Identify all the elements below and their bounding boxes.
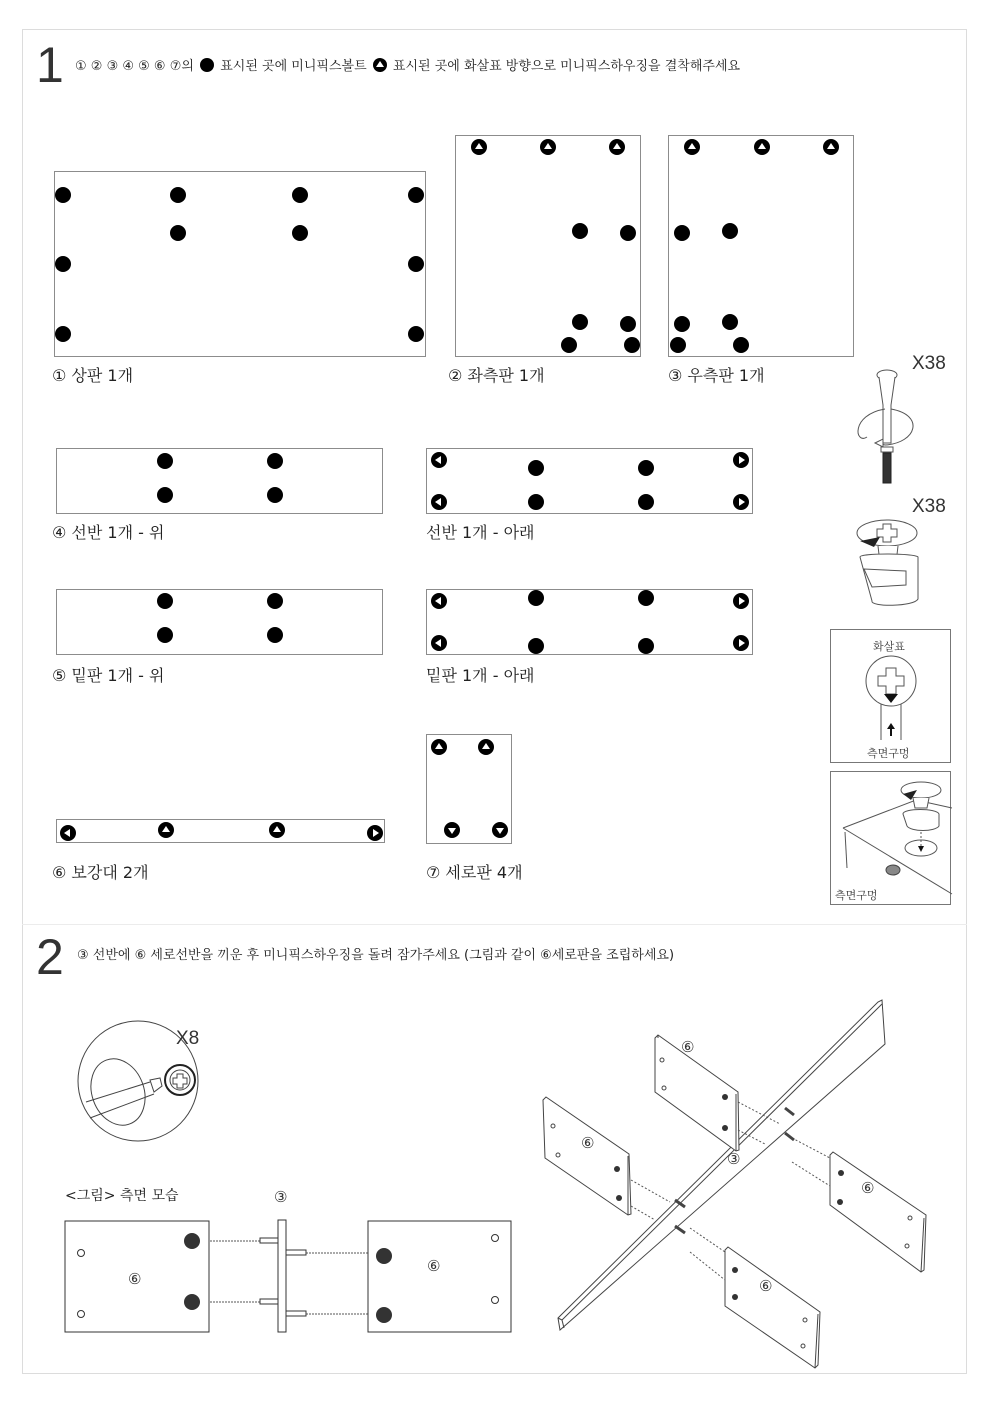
housing-arrow-left-icon (60, 825, 76, 841)
bolt-hole (267, 627, 283, 643)
label-vertical: ⑦ 세로판 4개 (426, 863, 523, 882)
isometric-assembly-diagram (540, 990, 940, 1350)
bolt-hole (292, 225, 308, 241)
bolt-quantity: X38 (912, 353, 946, 374)
board-right-side (668, 135, 854, 357)
step-2-instruction: ③ 선반에 ⑥ 세로선반을 끼운 후 미니픽스하우징을 돌려 잠가주세요 (그림과 같이 ⑥세로판을 조립하세요) (77, 948, 675, 963)
board-top (54, 171, 426, 357)
bolt-hole (572, 223, 588, 239)
housing-quantity: X38 (912, 496, 946, 517)
label-shelf-top: ④ 선반 1개 - 위 (52, 523, 165, 542)
marker-vertical-back: ⑥ (681, 1038, 695, 1056)
bolt-hole (408, 256, 424, 272)
housing-arrow-up-icon (269, 822, 285, 838)
board-base-bottom (426, 589, 753, 655)
label-right-side: ③ 우측판 1개 (668, 366, 765, 385)
housing-arrow-up-icon (754, 139, 770, 155)
bolt-hole (638, 494, 654, 510)
housing-arrow-up-icon (823, 139, 839, 155)
filled-circle-icon (200, 58, 214, 77)
arrow-circle-icon (373, 58, 387, 77)
housing-arrow-right-icon (733, 452, 749, 468)
step-1-instruction (75, 58, 740, 77)
marker-vertical-left-iso: ⑥ (581, 1134, 595, 1152)
housing-arrow-down-icon (492, 822, 508, 838)
housing-arrow-right-icon (733, 494, 749, 510)
bolt-hole (55, 326, 71, 342)
board-base-top (56, 589, 383, 655)
bolt-hole (638, 638, 654, 654)
side-hole-label-2: 측면구멍 (835, 889, 878, 902)
bolt-hole (170, 187, 186, 203)
marker-vertical-right: ⑥ (427, 1257, 441, 1275)
side-view-label: <그림> 측면 모습 (65, 1188, 179, 1204)
label-base-top: ⑤ 밑판 1개 - 위 (52, 666, 165, 685)
housing-orientation-icon (831, 630, 952, 764)
bolt-hole (157, 593, 173, 609)
bolt-hole (528, 590, 544, 606)
bolt-hole (157, 453, 173, 469)
bolt-hole (670, 337, 686, 353)
bolt-hole (620, 225, 636, 241)
instruction-prefix: ① ② ③ ④ ⑤ ⑥ ⑦의 (75, 59, 194, 74)
minifix-bolt-icon (855, 365, 925, 490)
bolt-hole (528, 638, 544, 654)
housing-arrow-up-icon (471, 139, 487, 155)
housing-insert-icon (831, 772, 952, 906)
housing-arrow-left-icon (431, 452, 447, 468)
housing-arrow-up-icon (431, 739, 447, 755)
bolt-hole (55, 256, 71, 272)
marker-vertical-left: ⑥ (128, 1270, 142, 1288)
bolt-hole (55, 187, 71, 203)
housing-arrow-up-icon (158, 822, 174, 838)
label-left-side: ② 좌측판 1개 (448, 366, 545, 385)
board-vertical (426, 734, 512, 844)
board-shelf-top (56, 448, 383, 514)
housing-arrow-down-icon (444, 822, 460, 838)
bolt-hole (620, 316, 636, 332)
step-1-number: 1 (36, 37, 64, 93)
bolt-hole (157, 487, 173, 503)
arrow-guide-box (830, 629, 951, 763)
minifix-housing-icon (850, 515, 930, 610)
bolt-hole (267, 487, 283, 503)
housing-arrow-right-icon (367, 825, 383, 841)
marker-shelf-iso: ③ (727, 1150, 741, 1168)
label-brace: ⑥ 보강대 2개 (52, 863, 149, 882)
side-hole-label: 측면구멍 (867, 747, 910, 760)
housing-arrow-right-icon (733, 635, 749, 651)
bolt-hole (638, 590, 654, 606)
marker-vertical-front-iso: ⑥ (759, 1277, 773, 1295)
bolt-hole (267, 453, 283, 469)
side-hole-guide-box (830, 771, 951, 905)
bolt-hole (292, 187, 308, 203)
bolt-hole (722, 223, 738, 239)
bolt-hole (722, 314, 738, 330)
bolt-hole (170, 225, 186, 241)
housing-arrow-up-icon (478, 739, 494, 755)
bolt-hole (528, 460, 544, 476)
label-top-board: ① 상판 1개 (52, 366, 134, 385)
bolt-hole (408, 326, 424, 342)
bolt-hole (528, 494, 544, 510)
label-base-bottom: 밑판 1개 - 아래 (426, 666, 535, 685)
section-divider (22, 924, 967, 925)
bolt-hole (267, 593, 283, 609)
bolt-hole (572, 314, 588, 330)
housing-arrow-left-icon (431, 635, 447, 651)
bolt-hole (733, 337, 749, 353)
housing-arrow-left-icon (431, 593, 447, 609)
housing-arrow-left-icon (431, 494, 447, 510)
bolt-hole (157, 627, 173, 643)
bolt-hole (561, 337, 577, 353)
arrow-label: 화살표 (873, 640, 905, 653)
screw-quantity: X8 (176, 1028, 200, 1049)
step-2-number: 2 (36, 929, 64, 985)
bolt-hole (624, 337, 640, 353)
label-shelf-bottom: 선반 1개 - 아래 (426, 523, 535, 542)
bolt-hole (674, 316, 690, 332)
marker-shelf-side: ③ (274, 1188, 288, 1206)
marker-vertical-right-iso: ⑥ (861, 1179, 875, 1197)
housing-arrow-up-icon (540, 139, 556, 155)
housing-arrow-right-icon (733, 593, 749, 609)
housing-arrow-up-icon (609, 139, 625, 155)
bolt-instruction: 표시된 곳에 미니픽스볼트 (220, 59, 367, 74)
board-shelf-bottom (426, 448, 753, 514)
bolt-hole (674, 225, 690, 241)
bolt-hole (638, 460, 654, 476)
bolt-hole (408, 187, 424, 203)
housing-arrow-up-icon (684, 139, 700, 155)
board-left-side (455, 135, 641, 357)
housing-instruction: 표시된 곳에 화살표 방향으로 미니픽스하우징을 결착해주세요 (392, 59, 741, 74)
board-brace (56, 819, 385, 843)
